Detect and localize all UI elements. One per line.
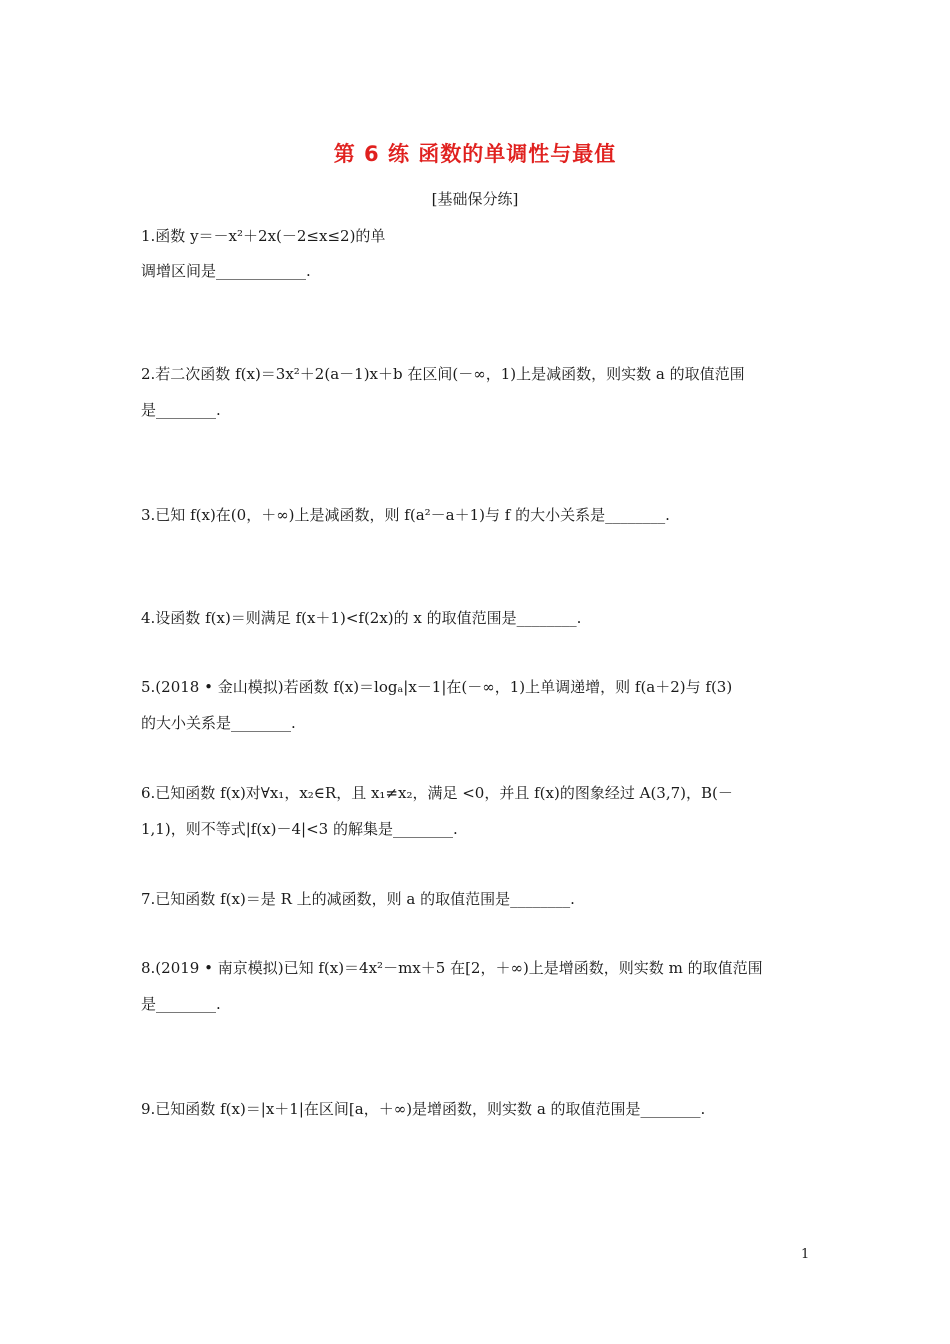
question-2-line-1: 2.若二次函数 f(x)＝3x²＋2(a－1)x＋b 在区间(－∞，1)上是减函数，则实数 a 的取值范围	[141, 365, 745, 383]
question-5-line-2: 的大小关系是________.	[141, 714, 296, 732]
question-9-line-1: 9.已知函数 f(x)＝|x＋1|在区间[a，＋∞)是增函数，则实数 a 的取值范围是________.	[141, 1100, 706, 1118]
question-6-line-1: 6.已知函数 f(x)对∀x₁，x₂∈R，且 x₁≠x₂，满足 <0，并且 f(x)的图象经过 A(3,7)，B(－	[141, 784, 733, 802]
question-5-line-1: 5.(2018 • 金山模拟)若函数 f(x)＝logₐ|x－1|在(－∞，1)上单调递增，则 f(a＋2)与 f(3)	[141, 678, 733, 696]
question-4-line-1: 4.设函数 f(x)＝则满足 f(x＋1)<f(2x)的 x 的取值范围是________.	[141, 609, 582, 627]
question-1-line-1: 1.函数 y＝－x²＋2x(－2≤x≤2)的单	[141, 227, 386, 245]
question-7-line-1: 7.已知函数 f(x)＝是 R 上的减函数，则 a 的取值范围是________.	[141, 890, 575, 908]
section-heading: [基础保分练]	[431, 190, 519, 208]
question-1-line-2: 调增区间是____________.	[141, 262, 311, 280]
page-number: 1	[801, 1247, 810, 1262]
question-8-line-2: 是________.	[141, 995, 221, 1013]
question-8-line-1: 8.(2019 • 南京模拟)已知 f(x)＝4x²－mx＋5 在[2，＋∞)上是增函数，则实数 m 的取值范围	[141, 959, 763, 977]
question-2-line-2: 是________.	[141, 401, 221, 419]
question-3-line-1: 3.已知 f(x)在(0，＋∞)上是减函数，则 f(a²－a＋1)与 f 的大小关系是________.	[141, 506, 670, 524]
question-6-line-2: 1,1)，则不等式|f(x)－4|<3 的解集是________.	[141, 820, 458, 838]
page-title: 第 6 练 函数的单调性与最值	[333, 142, 617, 166]
